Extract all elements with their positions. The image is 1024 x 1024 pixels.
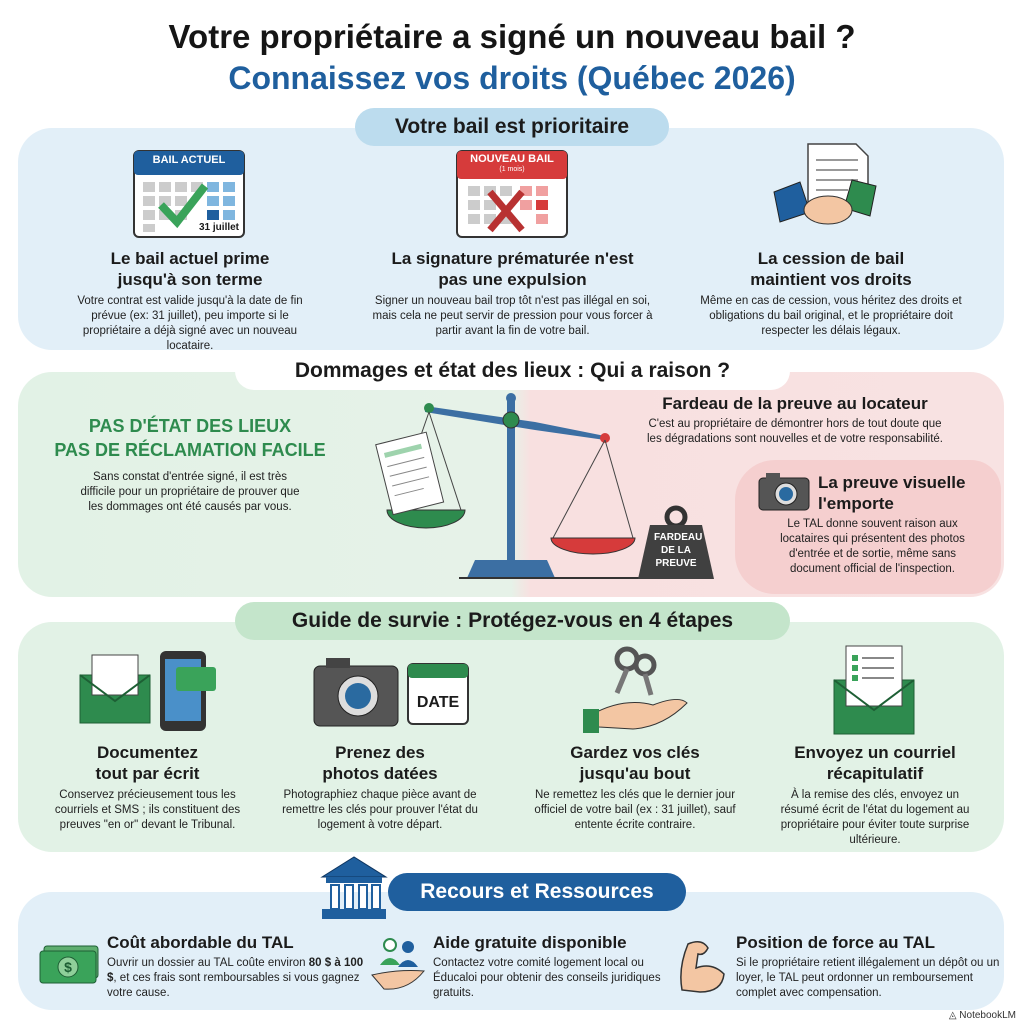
camera-icon [758, 472, 810, 512]
step-title: Documentez tout par écrit [95, 743, 200, 783]
step-body: Conservez précieusement tous les courriels et SMS ; ils constituent des preuves "en or" devant le Tribunal. [54, 789, 241, 831]
date-label: DATE [416, 694, 460, 711]
no-inventory-body: Sans constat d'entrée signé, il est très difficile pour un propriétaire de prouver que les dommages ont été causés par vous. [80, 471, 300, 513]
summary-email-icon [832, 640, 916, 736]
lease-item-title: La signature prématurée n'est pas une expulsion [391, 249, 634, 289]
current-lease-date: 31 juillet [199, 222, 240, 233]
new-lease-label: NOUVEAU BAIL [470, 153, 554, 165]
no-inventory-title-2: PAS DE RÉCLAMATION FACILE [54, 440, 326, 460]
lease-item-title: Le bail actuel prime jusqu'à son terme [110, 249, 270, 289]
resource-title: Coût abordable du TAL [107, 933, 294, 952]
section-damages-banner: Dommages et état des lieux : Qui a raison ? [235, 352, 790, 390]
email-phone-icon [78, 645, 223, 735]
guide-step-2 [280, 742, 480, 833]
lease-item-2 [370, 248, 655, 339]
new-lease-sub: (1 mois) [499, 166, 525, 173]
guide-step-3 [520, 742, 750, 833]
no-inventory-block [40, 414, 340, 515]
lease-item-title: La cession de bail maintient vos droits [750, 249, 912, 289]
current-lease-calendar-icon [133, 150, 245, 238]
keys-hand-icon [583, 645, 693, 735]
burden-weight-icon [636, 505, 716, 580]
resource-force [736, 932, 1001, 1001]
resource-body: Contactez votre comité logement local ou Éducaloi pour obtenir des conseils juridiques gratuits. [433, 957, 661, 999]
cost-amount: 80 $ à 100 $ [107, 957, 364, 984]
burden-body: C'est au propriétaire de démontrer hors de tout doute que les dégradations sont nouvelles et de votre responsabilité. [647, 418, 943, 445]
people-hand-icon [368, 935, 428, 993]
guide-step-1 [40, 742, 255, 833]
burden-title: Fardeau de la preuve au locateur [662, 394, 928, 413]
visual-proof-title: La preuve visuelle l'emporte [818, 473, 966, 513]
footer-brand [949, 1010, 1016, 1021]
visual-proof-body: Le TAL donne souvent raison aux locataires qui présentent des photos d'entrée et de sortie, même sans document official de l'inspection. [780, 518, 965, 575]
current-lease-label: BAIL ACTUEL [152, 154, 226, 166]
title-line1: Votre propriétaire a signé un nouveau bail ? [168, 18, 856, 55]
resource-body: Si le propriétaire retient illégalement un dépôt ou un loyer, le TAL peut ordonner un remboursement complet avec compensation. [736, 957, 1000, 999]
new-lease-calendar-icon [456, 150, 568, 238]
camera-date-icon [312, 650, 472, 730]
burden-weight-label: FARDEAU DE LA PREUVE [654, 532, 703, 569]
resource-title: Position de force au TAL [736, 933, 935, 952]
flexed-arm-icon [678, 938, 728, 994]
guide-step-4 [775, 742, 975, 848]
step-body: Photographiez chaque pièce avant de remettre les clés pour prouver l'état du logement à votre départ. [282, 789, 478, 831]
lease-item-body: Signer un nouveau bail trop tôt n'est pas illégal en soi, mais cela ne peut servir de pression pour vous forcer à partir avant la fin de votre bail. [372, 295, 653, 337]
step-title: Prenez des photos datées [322, 743, 438, 783]
lease-item-body: Votre contrat est valide jusqu'à la date de fin prévue (ex: 31 juillet), peu importe si le propriétaire a déjà signé avec un nouveau locataire. [77, 295, 303, 352]
section-guide-banner: Guide de survie : Protégez-vous en 4 étapes [235, 602, 790, 640]
notebooklm-logo-icon: ◬ [948, 1010, 960, 1021]
money-icon [38, 945, 100, 985]
courthouse-icon [320, 855, 388, 921]
step-body: À la remise des clés, envoyez un résumé écrit de l'état du logement au propriétaire pour éviter toute surprise ultérieure. [780, 789, 970, 846]
cost-body-pre: Ouvrir un dossier au TAL coûte environ [107, 957, 309, 969]
lease-item-1 [70, 248, 310, 354]
resource-body [107, 956, 367, 1001]
handshake-contract-icon [770, 142, 880, 238]
resource-title: Aide gratuite disponible [433, 933, 627, 952]
step-title: Envoyez un courriel récapitulatif [794, 743, 956, 783]
section-resources-banner: Recours et Ressources [388, 873, 686, 911]
cost-body-post: , et ces frais sont remboursables si vous gagnez votre cause. [107, 972, 360, 999]
resource-cost [107, 932, 367, 1001]
no-inventory-title-1: PAS D'ÉTAT DES LIEUX [88, 416, 292, 436]
brand-label: NotebookLM [959, 1010, 1016, 1021]
svg-text:$: $ [64, 959, 72, 975]
lease-item-body: Même en cas de cession, vous héritez des droits et obligations du bail original, et le propriétaire doit respecter les délais légaux. [700, 295, 962, 337]
section-lease-banner: Votre bail est prioritaire [355, 108, 669, 146]
title-line2: Connaissez vos droits (Québec 2026) [228, 60, 796, 96]
balance-scale-icon [375, 390, 645, 585]
step-body: Ne remettez les clés que le dernier jour officiel de votre bail (ex : 31 juillet), sauf entente écrite contraire. [534, 789, 736, 831]
burden-block [630, 393, 960, 447]
lease-item-3 [700, 248, 962, 339]
step-title: Gardez vos clés jusqu'au bout [570, 743, 700, 783]
resource-aid [433, 932, 673, 1001]
